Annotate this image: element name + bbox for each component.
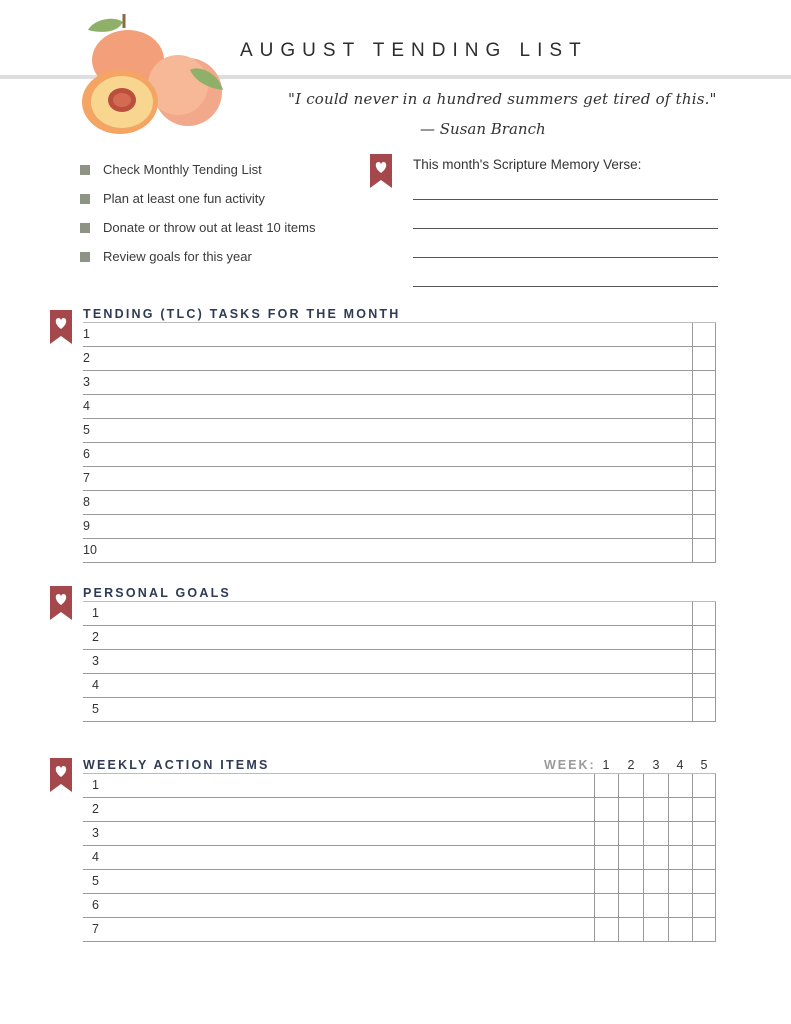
heart-ribbon-icon xyxy=(50,310,72,344)
weekly-section-title: WEEKLY ACTION ITEMS xyxy=(83,758,270,772)
week-number: 3 xyxy=(652,758,660,772)
table-row[interactable] xyxy=(83,443,716,467)
table-edge xyxy=(715,798,716,821)
check-cell[interactable] xyxy=(692,515,693,538)
table-row[interactable] xyxy=(83,515,716,539)
table-edge xyxy=(715,650,716,673)
check-cell[interactable] xyxy=(643,846,644,869)
table-row[interactable] xyxy=(83,894,716,918)
row-number: 5 xyxy=(83,423,90,437)
monthly-checklist xyxy=(80,155,315,271)
check-cell[interactable] xyxy=(692,395,693,418)
memory-verse-line[interactable] xyxy=(413,228,718,229)
check-cell[interactable] xyxy=(643,894,644,917)
row-number: 2 xyxy=(92,802,99,816)
row-number: 1 xyxy=(92,778,99,792)
checklist-label: Donate or throw out at least 10 items xyxy=(103,220,316,235)
row-number: 3 xyxy=(83,375,90,389)
week-number: 5 xyxy=(700,758,708,772)
check-cell[interactable] xyxy=(594,774,595,797)
memory-verse-line[interactable] xyxy=(413,286,718,287)
check-cell[interactable] xyxy=(594,846,595,869)
table-edge xyxy=(715,467,716,490)
check-cell[interactable] xyxy=(668,774,669,797)
table-row[interactable] xyxy=(83,539,716,563)
row-number: 1 xyxy=(92,606,99,620)
row-number: 5 xyxy=(92,874,99,888)
check-cell[interactable] xyxy=(692,443,693,466)
row-number: 4 xyxy=(92,678,99,692)
table-row[interactable] xyxy=(83,602,716,626)
row-number: 5 xyxy=(92,702,99,716)
table-row[interactable] xyxy=(83,674,716,698)
table-row[interactable] xyxy=(83,347,716,371)
check-cell[interactable] xyxy=(692,539,693,562)
check-cell[interactable] xyxy=(692,650,693,673)
check-cell[interactable] xyxy=(692,894,693,917)
checklist-item[interactable] xyxy=(80,184,315,213)
checkbox[interactable] xyxy=(80,194,90,204)
table-row[interactable] xyxy=(83,698,716,722)
row-number: 1 xyxy=(83,327,90,341)
row-number: 6 xyxy=(92,898,99,912)
check-cell[interactable] xyxy=(643,918,644,941)
table-edge xyxy=(715,491,716,514)
table-row[interactable] xyxy=(83,626,716,650)
table-row[interactable] xyxy=(83,798,716,822)
row-number: 2 xyxy=(92,630,99,644)
table-edge xyxy=(715,846,716,869)
row-number: 8 xyxy=(83,495,90,509)
checklist-item[interactable] xyxy=(80,155,315,184)
row-number: 9 xyxy=(83,519,90,533)
table-edge xyxy=(715,443,716,466)
table-row[interactable] xyxy=(83,774,716,798)
checklist-item[interactable] xyxy=(80,213,315,242)
table-row[interactable] xyxy=(83,822,716,846)
check-cell[interactable] xyxy=(668,822,669,845)
table-edge xyxy=(715,395,716,418)
table-edge xyxy=(715,419,716,442)
row-number: 4 xyxy=(83,399,90,413)
row-number: 7 xyxy=(92,922,99,936)
checklist-item[interactable] xyxy=(80,242,315,271)
row-number: 3 xyxy=(92,826,99,840)
table-row[interactable] xyxy=(83,467,716,491)
check-cell[interactable] xyxy=(643,822,644,845)
check-cell[interactable] xyxy=(668,798,669,821)
check-cell[interactable] xyxy=(594,870,595,893)
table-edge xyxy=(715,626,716,649)
week-number: 1 xyxy=(602,758,610,772)
check-cell[interactable] xyxy=(618,918,619,941)
table-row[interactable] xyxy=(83,846,716,870)
table-edge xyxy=(715,515,716,538)
row-number: 6 xyxy=(83,447,90,461)
table-edge xyxy=(715,894,716,917)
check-cell[interactable] xyxy=(692,323,693,346)
check-cell[interactable] xyxy=(668,894,669,917)
table-edge xyxy=(715,602,716,625)
week-number: 2 xyxy=(627,758,635,772)
check-cell[interactable] xyxy=(692,626,693,649)
table-row[interactable] xyxy=(83,323,716,347)
checkbox[interactable] xyxy=(80,223,90,233)
week-number: 4 xyxy=(676,758,684,772)
table-edge xyxy=(715,323,716,346)
checklist-label: Review goals for this year xyxy=(103,249,252,264)
check-cell[interactable] xyxy=(643,798,644,821)
page-title: AUGUST TENDING LIST xyxy=(240,40,588,61)
check-cell[interactable] xyxy=(668,918,669,941)
quote-author: — Susan Branch xyxy=(420,120,546,138)
row-number: 3 xyxy=(92,654,99,668)
check-cell[interactable] xyxy=(618,894,619,917)
check-cell[interactable] xyxy=(692,674,693,697)
goals-table xyxy=(83,601,716,722)
table-row[interactable] xyxy=(83,371,716,395)
check-cell[interactable] xyxy=(643,774,644,797)
row-number: 7 xyxy=(83,471,90,485)
checkbox[interactable] xyxy=(80,165,90,175)
check-cell[interactable] xyxy=(594,798,595,821)
table-edge xyxy=(715,774,716,797)
row-number: 2 xyxy=(83,351,90,365)
heart-ribbon-icon xyxy=(50,586,72,620)
check-cell[interactable] xyxy=(692,602,693,625)
check-cell[interactable] xyxy=(618,798,619,821)
check-cell[interactable] xyxy=(692,918,693,941)
check-cell[interactable] xyxy=(692,419,693,442)
memory-verse-line[interactable] xyxy=(413,257,718,258)
tlc-table xyxy=(83,322,716,563)
table-edge xyxy=(715,698,716,721)
table-edge xyxy=(715,371,716,394)
check-cell[interactable] xyxy=(692,774,693,797)
check-cell[interactable] xyxy=(594,918,595,941)
check-cell[interactable] xyxy=(692,347,693,370)
check-cell[interactable] xyxy=(618,774,619,797)
check-cell[interactable] xyxy=(692,870,693,893)
checklist-label: Plan at least one fun activity xyxy=(103,191,265,206)
checklist-label: Check Monthly Tending List xyxy=(103,162,262,177)
table-row[interactable] xyxy=(83,419,716,443)
check-cell[interactable] xyxy=(692,846,693,869)
heart-ribbon-icon xyxy=(50,758,72,792)
table-edge xyxy=(715,918,716,941)
quote-text: "I could never in a hundred summers get tired of this." xyxy=(288,90,717,108)
check-cell[interactable] xyxy=(618,822,619,845)
row-number: 10 xyxy=(83,543,97,557)
table-edge xyxy=(715,870,716,893)
check-cell[interactable] xyxy=(618,846,619,869)
check-cell[interactable] xyxy=(594,822,595,845)
week-label: WEEK: xyxy=(544,758,596,772)
peach-illustration xyxy=(78,10,228,138)
check-cell[interactable] xyxy=(692,467,693,490)
check-cell[interactable] xyxy=(594,894,595,917)
check-cell[interactable] xyxy=(668,870,669,893)
tlc-section-title: TENDING (TLC) TASKS FOR THE MONTH xyxy=(83,307,401,321)
table-row[interactable] xyxy=(83,918,716,942)
table-edge xyxy=(715,539,716,562)
table-row[interactable] xyxy=(83,650,716,674)
table-row[interactable] xyxy=(83,395,716,419)
memory-verse-label: This month's Scripture Memory Verse: xyxy=(413,157,642,172)
memory-verse-line[interactable] xyxy=(413,199,718,200)
goals-section-title: PERSONAL GOALS xyxy=(83,586,231,600)
check-cell[interactable] xyxy=(643,870,644,893)
row-number: 4 xyxy=(92,850,99,864)
weekly-table xyxy=(83,773,716,942)
table-row[interactable] xyxy=(83,491,716,515)
table-edge xyxy=(715,674,716,697)
table-edge xyxy=(715,822,716,845)
heart-ribbon-icon xyxy=(370,154,392,188)
check-cell[interactable] xyxy=(668,846,669,869)
table-edge xyxy=(715,347,716,370)
check-cell[interactable] xyxy=(692,491,693,514)
check-cell[interactable] xyxy=(692,822,693,845)
table-row[interactable] xyxy=(83,870,716,894)
check-cell[interactable] xyxy=(692,698,693,721)
check-cell[interactable] xyxy=(692,798,693,821)
check-cell[interactable] xyxy=(618,870,619,893)
check-cell[interactable] xyxy=(692,371,693,394)
checkbox[interactable] xyxy=(80,252,90,262)
